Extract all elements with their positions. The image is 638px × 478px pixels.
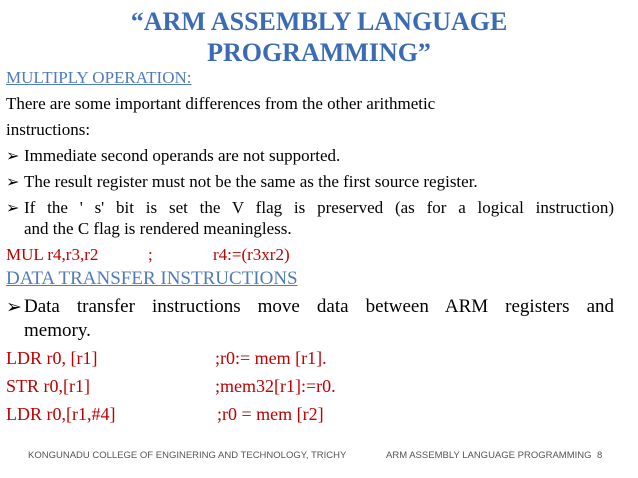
arrow-bullet-icon: ➢ [6,174,20,191]
multiply-bullet-1: Immediate second operands are not supported. [24,146,341,165]
transfer-example-comment: ;r0:= mem [r1]. [215,348,327,368]
slide-title-line-2: PROGRAMMING” [207,38,431,67]
multiply-heading: MULTIPLY OPERATION: [6,68,192,87]
footer-title: ARM ASSEMBLY LANGUAGE PROGRAMMING [386,450,592,461]
transfer-example-instruction: STR r0,[r1] [6,376,90,396]
transfer-heading: DATA TRANSFER INSTRUCTIONS [6,268,298,289]
transfer-example-instruction: LDR r0, [r1] [6,348,98,368]
footer-institution: KONGUNADU COLLEGE OF ENGINERING AND TECHNOLOGY, TRICHY [28,450,347,461]
transfer-bullet-line-1: Data transfer instructions move data between ARM registers and [24,296,614,317]
multiply-example-instruction: MUL r4,r3,r2 [6,245,99,264]
multiply-example-comment: r4:=(r3xr2) [213,245,290,264]
multiply-intro-line-1: There are some important differences from the other arithmetic [6,94,436,113]
transfer-bullet-line-2: memory. [24,320,91,341]
arrow-bullet-icon: ➢ [6,297,22,318]
transfer-example-comment: ;r0 = mem [r2] [217,404,324,424]
multiply-bullet-2: The result register must not be the same as the first source register. [24,172,478,191]
multiply-bullet-3-line-2: and the C flag is rendered meaningless. [24,219,292,238]
slide-title-line-1: “ARM ASSEMBLY LANGUAGE [130,7,508,36]
multiply-example-separator: ; [148,245,153,264]
multiply-intro-line-2: instructions: [6,120,91,139]
arrow-bullet-icon: ➢ [6,200,20,217]
slide-title [0,6,638,68]
footer-page-number: 8 [597,450,603,461]
arrow-bullet-icon: ➢ [6,148,20,165]
transfer-example-comment: ;mem32[r1]:=r0. [215,376,336,396]
transfer-example-instruction: LDR r0,[r1,#4] [6,404,116,424]
multiply-bullet-3-line-1: If the ' s' bit is set the V flag is preserved (as for a logical instruction) [24,198,614,217]
